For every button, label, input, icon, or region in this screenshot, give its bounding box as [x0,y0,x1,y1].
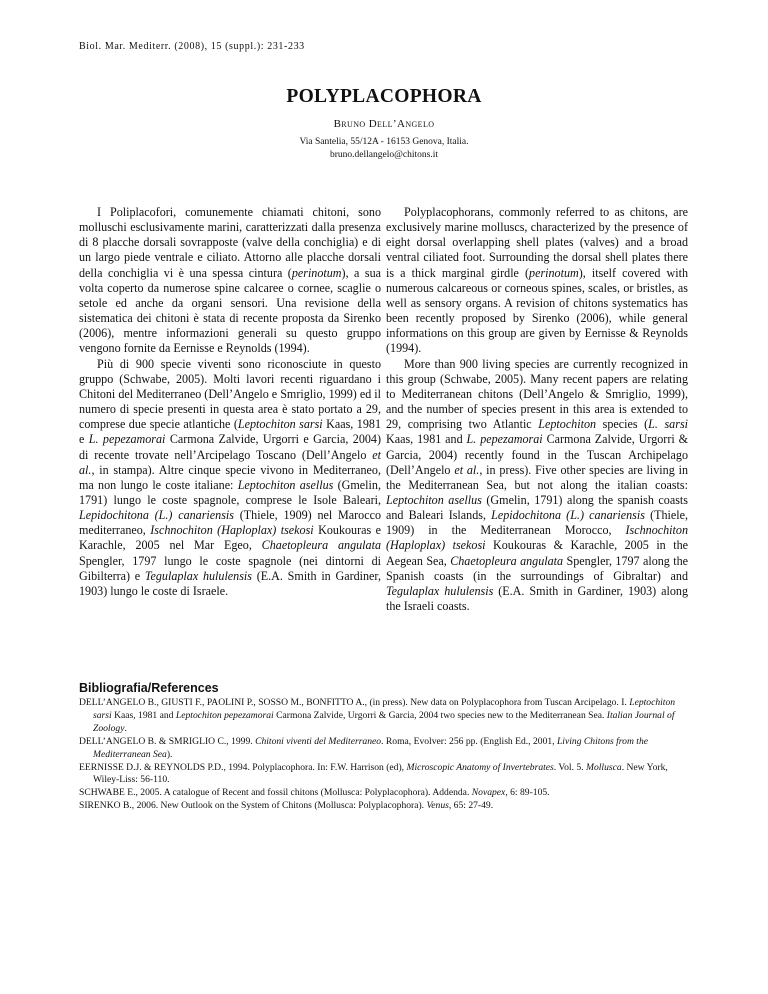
italian-paragraph-1: I Poliplacofori, comunemente chiamati chitoni, sono molluschi esclusivamente marini, caratterizzati dalla presenza di 8 placche dorsali sovrapposte (valve della conchiglia) e di un largo piede ventrale e ciliato. Attorno alle placche dorsali della conchiglia vi è una spessa cintura (perinotum), a sua volta coperto da numerose spine calcaree o cornee, scaglie o setole ed anche da organi sensori. Una revisione della sistematica dei chitoni è stata di recente proposta da Sirenko (2006), mentre informazioni generali su questo gruppo vengono fornite da Eernisse e Reynolds (1994). [79,205,382,356]
journal-header: Biol. Mar. Mediterr. (2008), 15 (suppl.): 231-233 [79,41,305,52]
references-list [79,697,688,813]
affiliation-address: Via Santelia, 55/12A - 16153 Genova, Italia. [299,137,469,147]
affiliation-email[interactable]: bruno.dellangelo@chitons.it [330,150,438,160]
affiliation [0,136,768,162]
references-heading: Bibliografia/References [79,681,219,695]
article-title: POLYPLACOPHORA [286,86,482,107]
english-paragraph-1: Polyplacophorans, commonly referred to as chitons, are exclusively marine molluscs, characterized by the presence of eight dorsal overlapping shell plates (valves) and a broad ventral ciliated foot. Surrounding the dorsal shell plates there is a thick marginal girdle (perinotum), itself covered with numerous calcareous or corneous spines, scales, or bristles, as well as sensory organs. A revision of chitons systematics has been recently proposed by Sirenko (2006), while general informations on this group are given by Eernisse & Reynolds (1994). [386,205,689,356]
reference-item: DELL’ANGELO B., GIUSTI F., PAOLINI P., SOSSO M., BONFITTO A., (in press). New data on Polyplacophora from Tuscan Arcipelago. I. Leptochiton sarsi Kaas, 1981 and Leptochiton pepezamorai Carmona Zalvide, Urgorri & Garcia, 2004 two species new to the Mediterranean Sea. Italian Journal of Zoology. [79,697,676,734]
italian-column [79,205,381,599]
reference-item: DELL’ANGELO B. & SMRIGLIO C., 1999. Chitoni viventi del Mediterraneo. Roma, Evolver: 256 pp. (English Ed., 2001, Living Chitons from the Mediterranean Sea). [79,735,649,760]
reference-item: SIRENKO B., 2006. New Outlook on the System of Chitons (Mollusca: Polyplacophora). Venus, 65: 27-49. [79,800,494,812]
english-column [386,205,688,614]
reference-item: SCHWABE E., 2005. A catalogue of Recent and fossil chitons (Mollusca: Polyplacophora). Addenda. Novapex, 6: 89-105. [79,787,550,799]
author-name: Bruno Dell’Angelo [333,118,435,130]
italian-paragraph-2: Più di 900 specie viventi sono riconosciute in questo gruppo (Schwabe, 2005). Molti lavori recenti riguardano i Chitoni del Mediterraneo (Dell’Angelo e Smriglio, 1999) ed il numero di specie presenti in questa area è stato portato a 29, comprese due specie atlantiche (Leptochiton sarsi Kaas, 1981 e L. pepezamorai Carmona Zalvide, Urgorri e Garcia, 2004) di recente trovate nell’Arcipelago Toscano (Dell’Angelo et al., in stampa). Altre cinque specie vivono in Mediterraneo, ma non lungo le coste italiane: Leptochiton asellus (Gmelin, 1791) lungo le coste spagnole, comprese le Isole Baleari, Lepidochitona (L.) canariensis (Thiele, 1909) nel Marocco mediterraneo, Ischnochiton (Haploplax) tsekosi Koukouras e Karachle, 2005 nel Mar Egeo, Chaetopleura angulata Spengler, 1797 lungo le coste spagnole (nei dintorni di Gibilterra) e Tegulaplax hululensis (E.A. Smith in Gardiner, 1903) lungo le coste di Israele. [79,356,382,598]
english-paragraph-2: More than 900 living species are currently recognized in this group (Schwabe, 2005). Many recent papers are relating to Mediterranean chitons (Dell’Angelo & Smriglio, 1999), and the number of species present in this area is extended to 29, comprising two Atlantic Leptochiton species (L. sarsi Kaas, 1981 and L. pepezamorai Carmona Zalvide, Urgorri & Garcia, 2004) recently found in the Tuscan Archipelago (Dell’Angelo et al., in press). Five other species are living in the Mediterranean Sea, but not along the italian coasts: Leptochiton asellus (Gmelin, 1791) along the spanish coasts and Baleari Islands, Lepidochitona (L.) canariensis (Thiele, 1909) in the Mediterranean Morocco, Ischnochiton (Haploplax) tsekosi Koukouras & Karachle, 2005 in the Aegean Sea, Chaetopleura angulata Spengler, 1797 along the Spanish coasts (in the surroundings of Gibraltar) and Tegulaplax hululensis (E.A. Smith in Gardiner, 1903) along the Israeli coasts. [386,356,689,614]
reference-item: EERNISSE D.J. & REYNOLDS P.D., 1994. Polyplacophora. In: F.W. Harrison (ed), Microscopic Anatomy of Invertebrates. Vol. 5. Mollusca. New York, Wiley-Liss: 56-110. [79,761,668,786]
